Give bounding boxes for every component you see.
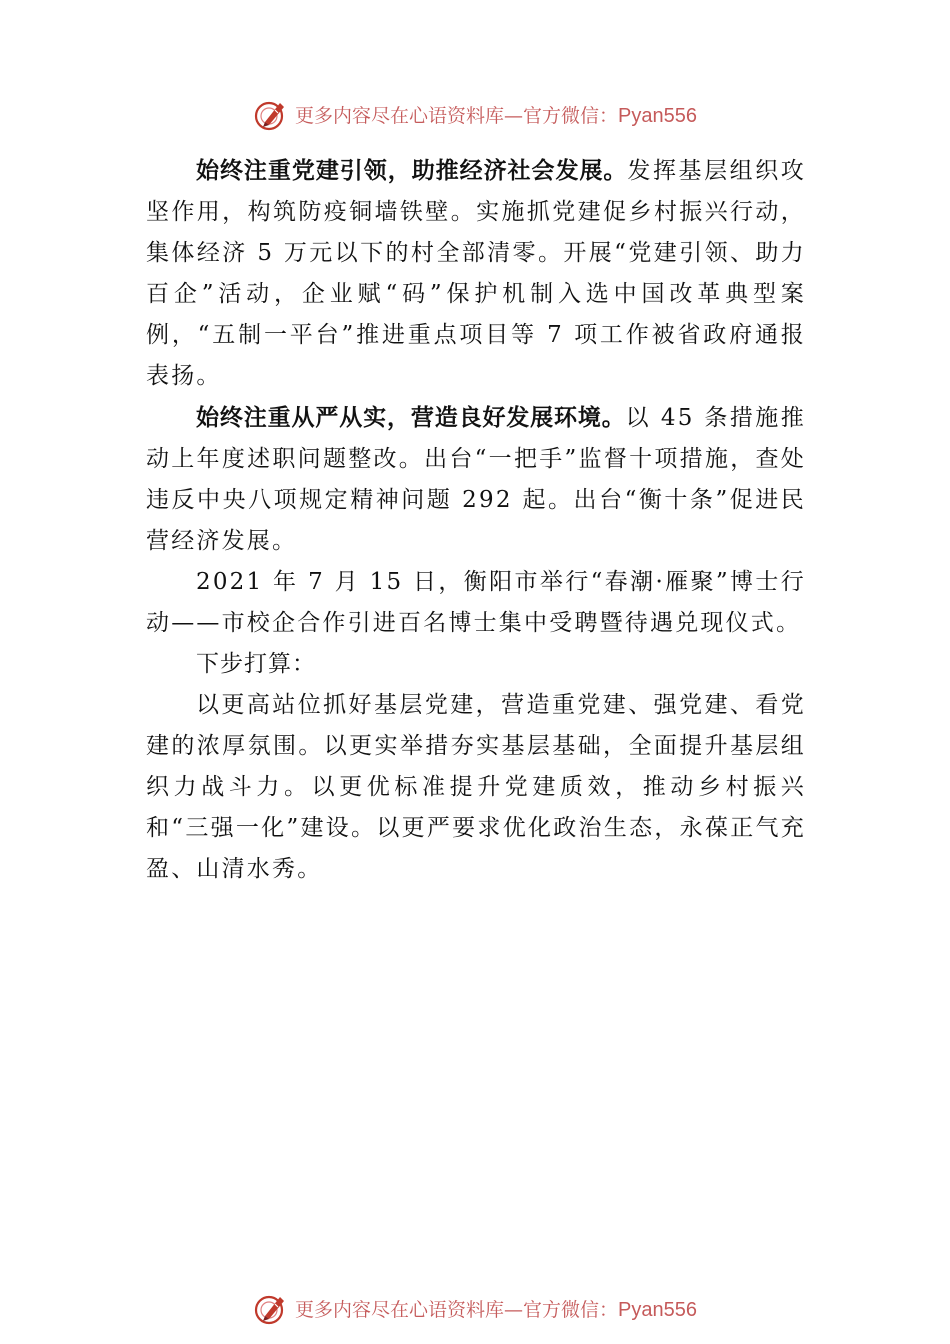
paragraph-next-steps (146, 685, 806, 890)
footer-banner-text (295, 1295, 697, 1322)
paragraph-text: 以 45 条措施推动上年度述职问题整改。出台“一把手”监督十项措施，查处违反中央八项规定精神问题 292 起。出台“衡十条”促进民营经济发展。 (146, 405, 806, 554)
heading-text: 下步打算： (196, 651, 316, 677)
paragraph-text: 2021 年 7 月 15 日，衡阳市举行“春潮·雁聚”博士行动——市校企合作引进百名博士集中受聘暨待遇兑现仪式。 (146, 569, 806, 636)
section-heading-next-steps (146, 644, 806, 685)
header-banner-text (295, 101, 697, 128)
paragraph-lead: 始终注重党建引领，助推经济社会发展。 (196, 157, 628, 184)
header-banner (0, 94, 950, 134)
footer-banner-label: 更多内容尽在心语资料库—官方微信： (295, 1298, 619, 1321)
pen-nib-logo-icon (253, 1290, 289, 1326)
footer-banner (0, 1288, 950, 1328)
paragraph-party-leadership (146, 150, 806, 397)
pen-nib-logo-icon (253, 96, 289, 132)
paragraph-strict-governance (146, 397, 806, 562)
paragraph-text: 以更高站位抓好基层党建，营造重党建、强党建、看党建的浓厚氛围。以更实举措夯实基层基础，全面提升基层组织力战斗力。以更优标准提升党建质效，推动乡村振兴和“三强一化”建设。以更严要求优化政治生态，永葆正气充盈、山清水秀。 (146, 692, 806, 882)
paragraph-lead: 始终注重从严从实，营造良好发展环境。 (196, 404, 626, 431)
paragraph-text: 发挥基层组织攻坚作用，构筑防疫铜墙铁壁。实施抓党建促乡村振兴行动，集体经济 5 万元以下的村全部清零。开展“党建引领、助力百企”活动，企业赋“码”保护机制入选中国改革典型案例，“五制一平台”推进重点项目等 7 项工作被省政府通报表扬。 (146, 158, 806, 389)
paragraph-doctor-event (146, 562, 806, 644)
document-body (146, 150, 806, 890)
header-wechat-id: Pyan556 (618, 104, 697, 127)
footer-wechat-id: Pyan556 (618, 1298, 697, 1321)
header-banner-label: 更多内容尽在心语资料库—官方微信： (295, 104, 619, 127)
